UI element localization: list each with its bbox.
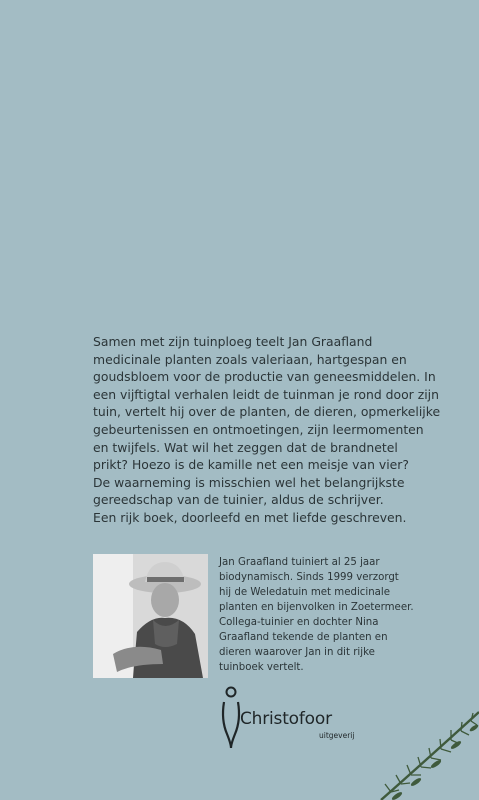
back-cover-blurb <box>93 333 469 527</box>
author-photo <box>93 554 208 678</box>
publisher-logo <box>219 686 369 750</box>
author-portrait-image <box>93 554 208 678</box>
publisher-name: Christofoor <box>240 709 332 729</box>
publisher-tagline: uitgeverij <box>319 731 355 740</box>
author-bio-text: Jan Graafland tuiniert al 25 jaar biodynamisch. Sinds 1999 verzorgt hij de Weledatuin met medicinale planten en bijenvolken in Zoetermeer. Collega-tuinier en dochter Nina Graafland tekende de planten en dieren waarover Jan in dit rijke tuinboek vertelt. <box>219 557 414 673</box>
blurb-text: Samen met zijn tuinploeg teelt Jan Graafland medicinale planten zoals valeriaan, hartgespan en goudsbloem voor de productie van geneesmiddelen. In een vijftigtal verhalen leidt de tuinman je rond door zijn tuin, vertelt hij over de planten, de dieren, opmerkelijke gebeurtenissen en ontmoetingen, zijn leermomenten en twijfels. Wat wil het zeggen dat de brandnetel prikt? Hoezo is de kamille net een meisje van vier? De waarneming is misschien wel het belangrijkste gereedschap van de tuinier, aldus de schrijver. Een rijk boek, doorleefd en met liefde geschreven. <box>93 334 441 525</box>
author-bio <box>219 555 469 675</box>
plant-illustration <box>379 700 479 800</box>
